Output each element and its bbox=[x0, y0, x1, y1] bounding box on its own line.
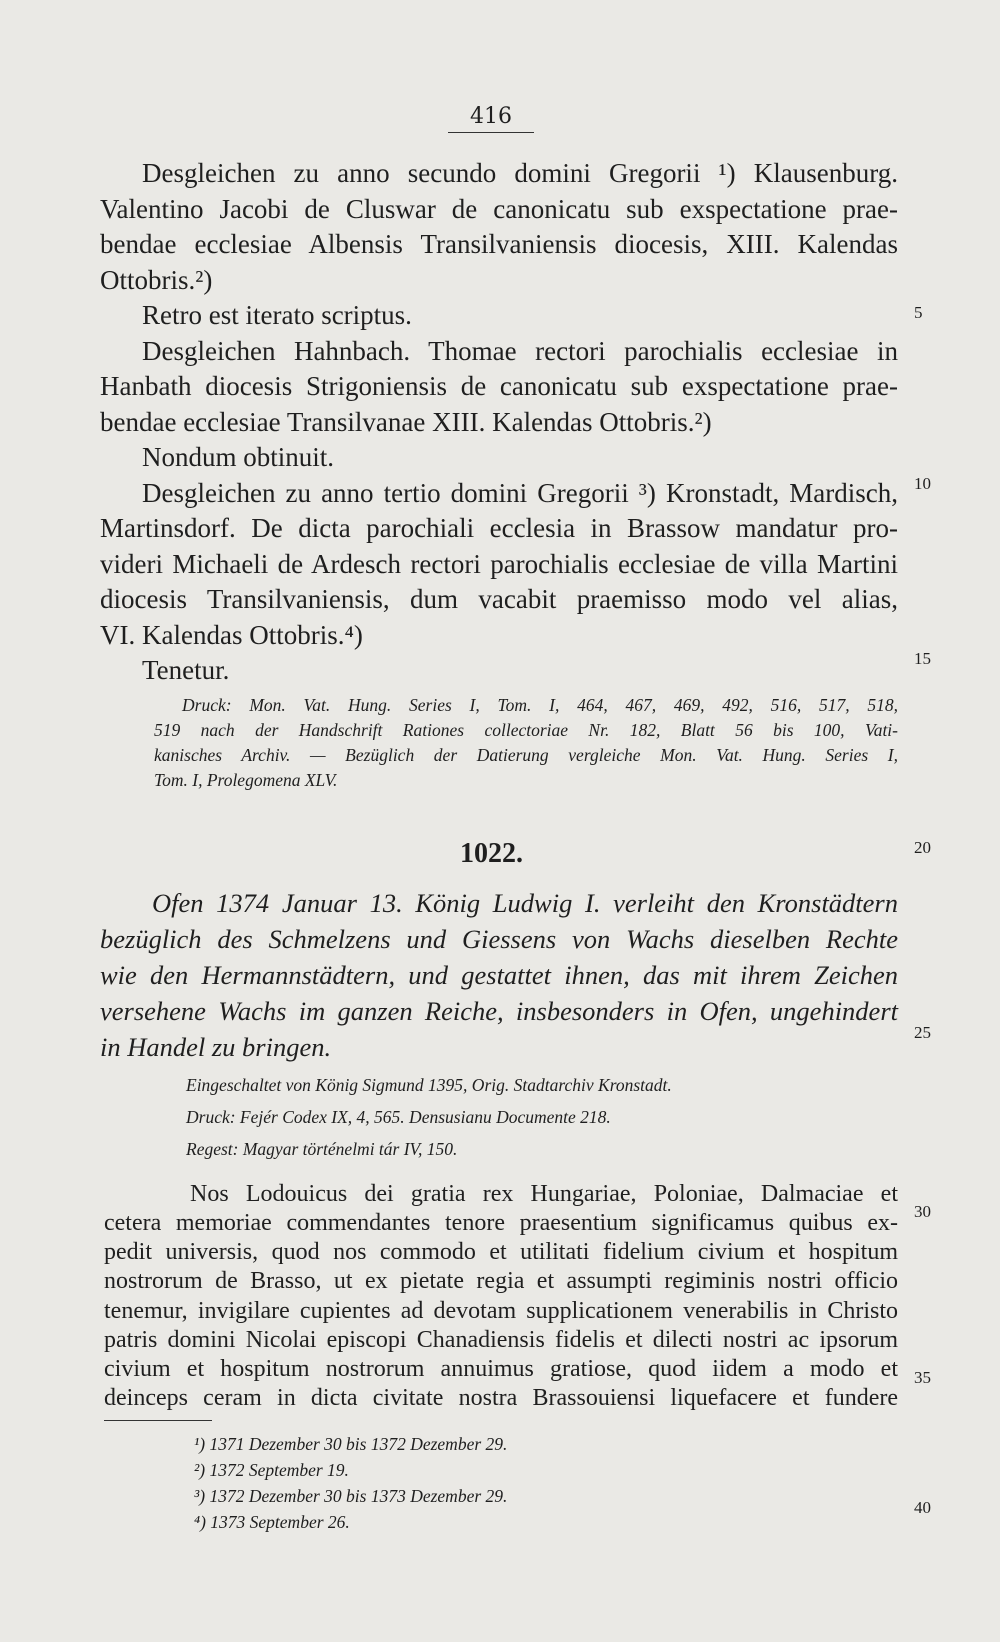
body-line: diocesis Transilvaniensis, dum vacabit praemisso modo vel alias, bbox=[100, 584, 898, 614]
document-number: 1022. bbox=[460, 838, 523, 869]
margin-line-number: 25 bbox=[914, 1023, 931, 1042]
document-text-line: deinceps ceram in dicta civitate nostra Brassouiensi liquefacere et fundere bbox=[104, 1385, 898, 1411]
document-text-line: nostrorum de Brasso, ut ex pietate regia et assumpti regiminis nostri officio bbox=[104, 1268, 898, 1294]
source-line: Eingeschaltet von König Sigmund 1395, Orig. Stadtarchiv Kronstadt. bbox=[186, 1075, 672, 1095]
document-text-line: cetera memoriae commendantes tenore praesentium significamus quibus ex- bbox=[104, 1210, 898, 1236]
margin-line-number: 15 bbox=[914, 649, 931, 668]
footnote: ³) 1372 Dezember 30 bis 1373 Dezember 29. bbox=[194, 1486, 508, 1506]
footnote: ²) 1372 September 19. bbox=[194, 1460, 349, 1480]
regest-line: bezüglich des Schmelzens und Giessens von Wachs dieselben Rechte bbox=[100, 924, 898, 954]
body-line: bendae ecclesiae Transilvanae XIII. Kalendas Ottobris.²) bbox=[100, 407, 712, 437]
body-line: Ottobris.²) bbox=[100, 265, 213, 295]
source-line: Druck: Fejér Codex IX, 4, 565. Densusianu Documente 218. bbox=[186, 1107, 611, 1127]
margin-line-number: 35 bbox=[914, 1368, 931, 1387]
body-line: Martinsdorf. De dicta parochiali ecclesia in Brassow mandatur pro- bbox=[100, 513, 898, 543]
regest-line: wie den Hermannstädtern, und gestattet ihnen, das mit ihrem Zeichen bbox=[100, 960, 898, 990]
page-number: 416 bbox=[470, 104, 512, 129]
regest-line: in Handel zu bringen. bbox=[100, 1032, 332, 1062]
body-line: Tenetur. bbox=[142, 655, 230, 685]
margin-line-number: 40 bbox=[914, 1498, 931, 1517]
document-text-line: patris domini Nicolai episcopi Chanadiensis fidelis et dilecti nostri ac ipsorum bbox=[104, 1327, 898, 1353]
body-line: bendae ecclesiae Albensis Transilvaniensis diocesis, XIII. Kalendas bbox=[100, 229, 898, 259]
body-line: Desgleichen zu anno tertio domini Gregorii ³) Kronstadt, Mardisch, bbox=[142, 478, 898, 508]
body-line: Retro est iterato scriptus. bbox=[142, 300, 412, 330]
print-note-line: Druck: Mon. Vat. Hung. Series I, Tom. I, 464, 467, 469, 492, 516, 517, 518, bbox=[182, 695, 898, 715]
margin-line-number: 5 bbox=[914, 303, 923, 322]
body-line: Hanbath diocesis Strigoniensis de canonicatu sub exspectatione prae- bbox=[100, 371, 898, 401]
source-line: Regest: Magyar történelmi tár IV, 150. bbox=[186, 1139, 458, 1159]
body-line: Valentino Jacobi de Cluswar de canonicatu sub exspectatione prae- bbox=[100, 194, 898, 224]
body-line: videri Michaeli de Ardesch rectori parochialis ecclesiae de villa Martini bbox=[100, 549, 898, 579]
footnote: ⁴) 1373 September 26. bbox=[194, 1512, 350, 1532]
body-line: Desgleichen Hahnbach. Thomae rectori parochialis ecclesiae in bbox=[142, 336, 898, 366]
regest-line: versehene Wachs im ganzen Reiche, insbesonders in Ofen, ungehindert bbox=[100, 996, 898, 1026]
footnote: ¹) 1371 Dezember 30 bis 1372 Dezember 29. bbox=[194, 1434, 508, 1454]
print-note-line: kanisches Archiv. — Bezüglich der Datierung vergleiche Mon. Vat. Hung. Series I, bbox=[154, 745, 898, 765]
print-note-line: Tom. I, Prolegomena XLV. bbox=[154, 770, 338, 790]
margin-line-number: 20 bbox=[914, 838, 931, 857]
page-number-rule bbox=[448, 132, 534, 133]
footnote-rule bbox=[104, 1420, 212, 1421]
body-line: VI. Kalendas Ottobris.⁴) bbox=[100, 620, 363, 650]
regest-line: Ofen 1374 Januar 13. König Ludwig I. verleiht den Kronstädtern bbox=[152, 888, 898, 918]
margin-line-number: 30 bbox=[914, 1202, 931, 1221]
document-text-line: civium et hospitum nostrorum annuimus gratiose, quod iidem a modo et bbox=[104, 1356, 898, 1382]
document-text-line: Nos Lodouicus dei gratia rex Hungariae, Poloniae, Dalmaciae et bbox=[190, 1181, 898, 1207]
margin-line-number: 10 bbox=[914, 474, 931, 493]
body-line: Nondum obtinuit. bbox=[142, 442, 335, 472]
print-note-line: 519 nach der Handschrift Rationes collectoriae Nr. 182, Blatt 56 bis 100, Vati- bbox=[154, 720, 898, 740]
document-text-line: tenemur, invigilare cupientes ad devotam supplicationem venerabilis in Christo bbox=[104, 1298, 898, 1324]
body-line: Desgleichen zu anno secundo domini Gregorii ¹) Klausenburg. bbox=[142, 158, 898, 188]
document-text-line: pedit universis, quod nos commodo et utilitati fidelium civium et hospitum bbox=[104, 1239, 898, 1265]
